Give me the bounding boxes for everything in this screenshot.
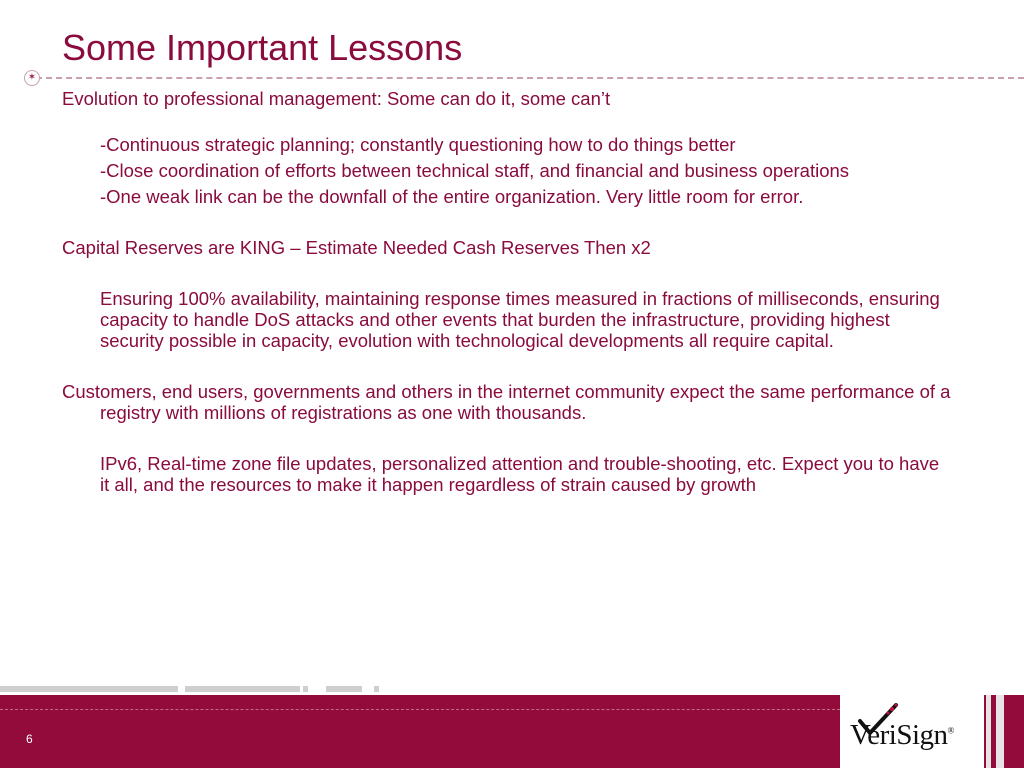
sub-capital-explanation: Ensuring 100% availability, maintaining response times measured in fractions of milliseconds, ensuring capacity to handle DoS attacks and other events that burden the infrastructure, providing highest security possible in capacity, evolution with technological developments all require capital. [100, 288, 940, 351]
heading-capital-reserves: Capital Reserves are KING – Estimate Needed Cash Reserves Then x2 [62, 237, 651, 258]
divider-bar [0, 686, 178, 692]
page-number: 6 [26, 732, 33, 746]
verisign-logo [840, 695, 984, 768]
divider-bar [185, 686, 300, 692]
divider-bar [326, 686, 362, 692]
logo-wordmark: VeriSign® [850, 719, 954, 751]
logo-stripe [996, 695, 1004, 768]
sub-bullet-coordination: -Close coordination of efforts between technical staff, and financial and business operations [100, 160, 850, 181]
sub-bullet-weak-link: -One weak link can be the downfall of the entire organization. Very little room for error. [100, 186, 804, 207]
sub-bullet-planning: -Continuous strategic planning; constantly questioning how to do things better [100, 134, 736, 155]
sub-customers-explanation: IPv6, Real-time zone file updates, personalized attention and trouble-shooting, etc. Expect you to have it all, and the resources to make it happen regardless of strain caused by growth [100, 453, 940, 495]
divider-bar [374, 686, 379, 692]
star-bullet-icon: ✶ [24, 70, 40, 86]
title-divider [36, 77, 1024, 79]
heading-professional-management: Evolution to professional management: Some can do it, some can’t [62, 88, 611, 109]
footer [0, 695, 1024, 768]
divider-bar [303, 686, 308, 692]
footer-dashed-line [0, 709, 840, 710]
logo-stripe [986, 695, 991, 768]
slide-title: Some Important Lessons [62, 27, 463, 68]
heading-customers: Customers, end users, governments and others in the internet community expect the same performance of a registry with millions of registrations as one with thousands. [62, 381, 951, 423]
slide-body [62, 88, 952, 495]
